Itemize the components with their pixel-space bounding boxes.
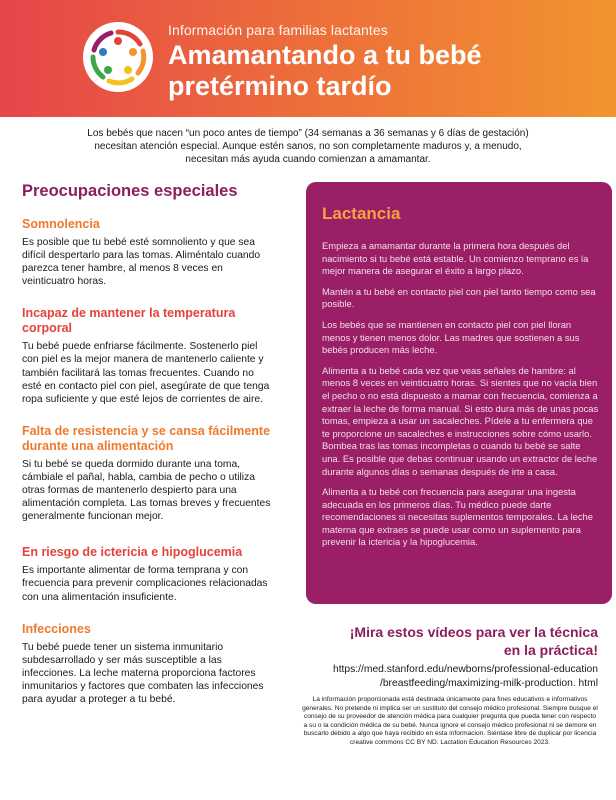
lactancia-paragraph: Los bebés que se mantienen en contacto piel con piel lloran menos y tienen menos dolor. Las madres que sostienen a sus bebés producen más leche. <box>322 318 580 356</box>
header-banner <box>0 0 616 117</box>
title-line-1: Amamantando a tu bebé <box>168 40 482 70</box>
header-subtitle: Información para familias lactantes <box>168 22 388 38</box>
videos-heading-line-1: ¡Mira estos vídeos para ver la técnica <box>349 624 598 640</box>
section-title-resistencia: Falta de resistencia y se cansa fácilmente durante una alimentación <box>22 423 271 453</box>
section-text-ictericia: Es importante alimentar de forma temprana y con frecuencia para prevenir complicaciones relacionadas con una alimentación insuficiente. <box>22 565 268 603</box>
video-link-line-2[interactable]: /breastfeeding/maximizing-milk-production. html <box>379 677 598 689</box>
section-title-temperatura: Incapaz de mantener la temperatura corporal <box>22 306 236 336</box>
section-title-infecciones: Infecciones <box>22 621 91 636</box>
intro-text: Los bebés que nacen “un poco antes de tiempo” (34 semanas a 36 semanas y 6 días de gestación) necesitan atención especial. Aunque estén sanos, no son completamente maduros y, a menudo, necesitan más ayuda cuando comienzan a amamantar. <box>87 128 529 165</box>
mother-child-circle-logo-icon <box>83 22 153 92</box>
section-title-somnolencia: Somnolencia <box>22 217 100 231</box>
section-text-infecciones: Tu bebé puede tener un sistema inmunitario subdesarrollado y ser más susceptible a las infecciones. La leche materna proporciona factores inmunitarios y factores que combaten las infecciones para ayudar a proteger a tu bebé. <box>22 641 264 705</box>
video-link[interactable] <box>300 663 598 690</box>
lactancia-paragraph: Alimenta a tu bebé con frecuencia para asegurar una ingesta adecuada en los primeros días. Tu médico puede darte recomendaciones si necesitas suplementos temporales. La leche materna que extraes se puede usar como un suplemento para prevenir la ictericia y la hipoglucemia. <box>322 486 593 548</box>
section-text-temperatura: Tu bebé puede enfriarse fácilmente. Sostenerlo piel con piel es la mejor manera de mantenerlo caliente y también facilitará las tomas frecuentes. Cuando no esté en contacto piel con piel, asegúrate de que tenga ropa suficiente y que esté lejos de corrientes de aire. <box>22 341 270 405</box>
disclaimer-text: La información proporcionada está destinada únicamente para fines educativos e informativos generales. No pretende ni implica ser un sustituto del consejo médico profesional. Siempre busque el consejo de su proveedor de atención médica para cualquier pregunta que pueda tener con respecto a su o la condición médica de su bebé. Nunca ignore el consejo médico profesional ni se demore en buscarlo debido a algo que haya recibido en esta informacion. Siéntase libre de duplicar por licencia creative commons CC BY ND. Lactation Education Resources 2023. <box>302 696 598 746</box>
lactancia-paragraph: Empieza a amamantar durante la primera hora después del nacimiento si tu bebé está estable. Un comienzo temprano es la mejor manera de asegurar el éxito a largo plazo. <box>322 240 589 277</box>
special-concerns-column <box>22 182 274 724</box>
section-title-ictericia: En riesgo de ictericia e hipoglucemia <box>22 545 243 560</box>
section-text-resistencia: Si tu bebé se queda dormido durante una toma, cámbiale el pañal, habla, cambia de pecho o utiliza otras formas de mantenerlo despierto para una alimentación completa. Las tomas breves y frecuentes generalmente funcionan mejor. <box>22 458 271 523</box>
special-concerns-heading: Preocupaciones especiales <box>22 182 238 200</box>
page-title <box>168 40 482 102</box>
lactancia-paragraph: Mantén a tu bebé en contacto piel con piel tanto tiempo como sea posible. <box>322 285 596 310</box>
lactancia-paragraph: Alimenta a tu bebé cada vez que veas señales de hambre: al menos 8 veces en veinticuatro horas. Si sientes que no vacía bien el pecho o no está dispuesto a mamar con frecuencia, comienza a extraer la leche de forma manual. Si esto dura más de unas pocas tomas, empieza a usar un sacaleches. Pídele a tu enfermera que te proporcione un sacaleches e instrucciones sobre cómo usarlo. Bombea tras las tomas incompletas o cuando tu bebé se salte una. Es posible que debas continuar usando un extractor de leche durante algunos días o semanas después de irte a casa. <box>322 364 599 477</box>
videos-heading <box>306 623 598 659</box>
video-link-line-1[interactable]: https://med.stanford.edu/newborns/professional-education <box>332 664 598 675</box>
title-line-2: pretérmino tardío <box>168 71 392 101</box>
lactancia-heading: Lactancia <box>322 204 401 223</box>
videos-heading-line-2: en la práctica! <box>503 642 598 658</box>
section-text-somnolencia: Es posible que tu bebé esté somnoliento y que sea difícil despertarlo para las tomas. Aliméntalo cuando parezca tener hambre, al menos 8 veces en veinticuatro horas. <box>22 237 261 288</box>
lactancia-body <box>322 240 600 557</box>
lactancia-card <box>306 182 612 604</box>
